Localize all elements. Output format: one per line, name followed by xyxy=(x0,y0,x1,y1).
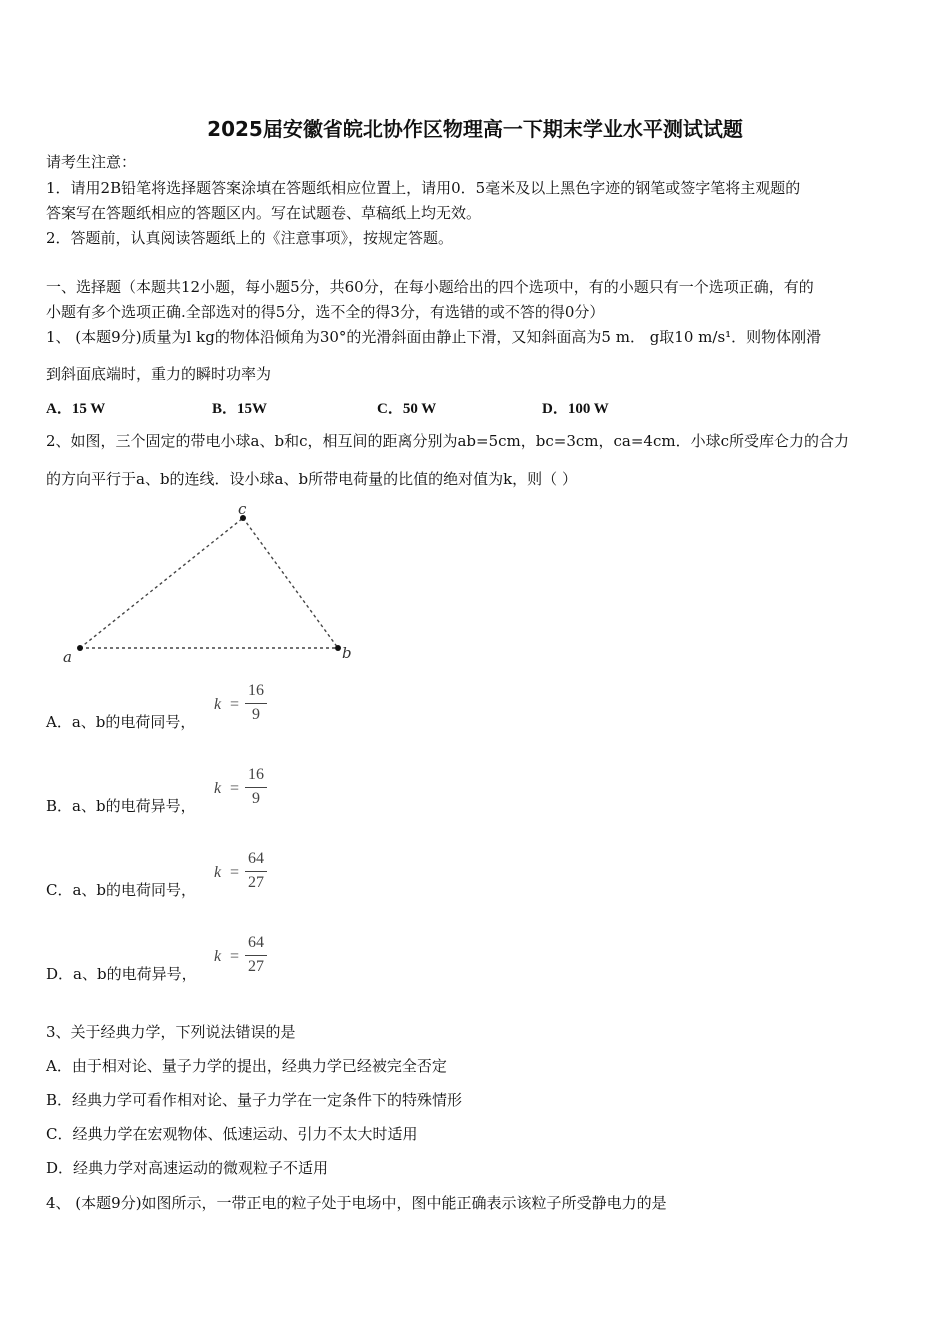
notice-item-1-line-2: 答案写在答题纸相应的答题区内。写在试题卷、草稿纸上均无效。 xyxy=(46,204,482,222)
q3-option-c: C．经典力学在宏观物体、低速运动、引力不太大时适用 xyxy=(46,1125,418,1143)
q3-option-d: D．经典力学对高速运动的微观粒子不适用 xyxy=(46,1159,329,1177)
q2-choice-c-text: C．a、b的电荷同号， xyxy=(46,881,197,899)
q1-option-c: C．50 W xyxy=(377,401,437,417)
formula-numerator: 16 xyxy=(248,682,264,699)
formula-numerator: 64 xyxy=(248,934,264,951)
edge-ca xyxy=(80,518,243,648)
q4-stem: 4、 (本题9分)如图所示，一带正电的粒子处于电场中，图中能正确表示该粒子所受静电力的是 xyxy=(46,1194,667,1212)
formula-numerator: 16 xyxy=(248,766,264,783)
q2-choice-b-text: B．a、b的电荷异号， xyxy=(46,797,196,815)
formula-eq: = xyxy=(230,864,240,881)
formula-denominator: 27 xyxy=(248,958,264,975)
formula-eq: = xyxy=(230,948,240,965)
q2-stem-line-2: 的方向平行于a、b的连线．设小球a、b所带电荷量的比值的绝对值为k，则（ ） xyxy=(46,470,577,488)
fraction-bar xyxy=(245,787,267,788)
formula-k: k xyxy=(214,948,222,965)
formula-denominator: 9 xyxy=(252,790,260,807)
q3-option-a: A．由于相对论、量子力学的提出，经典力学已经被完全否定 xyxy=(46,1057,447,1075)
section-1-line-1: 一、选择题（本题共12小题，每小题5分，共60分，在每小题给出的四个选项中，有的小题只有一个选项正确，有的 xyxy=(46,278,814,296)
notice-item-1-line-1: 1．请用2B铅笔将选择题答案涂填在答题纸相应位置上，请用0．5毫米及以上黑色字迹的钢笔或签字笔将主观题的 xyxy=(46,179,801,197)
q1-option-a: A．15 W xyxy=(46,401,106,417)
formula-eq: = xyxy=(230,696,240,713)
formula-eq: = xyxy=(230,780,240,797)
formula-k: k xyxy=(214,696,222,713)
q3-stem: 3、关于经典力学，下列说法错误的是 xyxy=(46,1023,296,1041)
formula-denominator: 27 xyxy=(248,874,264,891)
page-title: 2025届安徽省皖北协作区物理高一下期末学业水平测试试题 xyxy=(207,117,743,141)
fraction-bar xyxy=(245,955,267,956)
formula-k: k xyxy=(214,864,222,881)
label-a: a xyxy=(63,648,72,666)
formula-k: k xyxy=(214,780,222,797)
label-c: c xyxy=(238,500,247,518)
q2-stem-line-1: 2、如图，三个固定的带电小球a、b和c，相互间的距离分别为ab=5cm，bc=3cm，ca=4cm．小球c所受库仑力的合力 xyxy=(46,432,849,450)
q1-option-d: D．100 W xyxy=(542,401,609,417)
section-1-line-2: 小题有多个选项正确.全部选对的得5分，选不全的得3分，有选错的或不答的得0分） xyxy=(46,303,605,321)
edge-cb xyxy=(243,518,338,648)
fraction-bar xyxy=(245,871,267,872)
q1-stem-line-2: 到斜面底端时，重力的瞬时功率为 xyxy=(46,365,272,383)
q1-option-b: B．15W xyxy=(212,401,268,417)
fraction-bar xyxy=(245,703,267,704)
q3-option-b: B．经典力学可看作相对论、量子力学在一定条件下的特殊情形 xyxy=(46,1091,463,1109)
q2-choice-d-text: D．a、b的电荷异号， xyxy=(46,965,197,983)
notice-heading: 请考生注意： xyxy=(46,153,137,171)
q2-choice-a-text: A．a、b的电荷同号， xyxy=(46,713,196,731)
point-b xyxy=(335,645,341,651)
q1-stem-line-1: 1、 (本题9分)质量为l kg的物体沿倾角为30°的光滑斜面由静止下滑，又知斜面高为5 m． g取10 m/s¹．则物体刚滑 xyxy=(46,328,822,346)
point-a xyxy=(77,645,83,651)
label-b: b xyxy=(342,644,352,662)
notice-item-2: 2．答题前，认真阅读答题纸上的《注意事项》，按规定答题。 xyxy=(46,229,454,247)
formula-denominator: 9 xyxy=(252,706,260,723)
triangle-figure xyxy=(55,500,365,670)
formula-numerator: 64 xyxy=(248,850,264,867)
